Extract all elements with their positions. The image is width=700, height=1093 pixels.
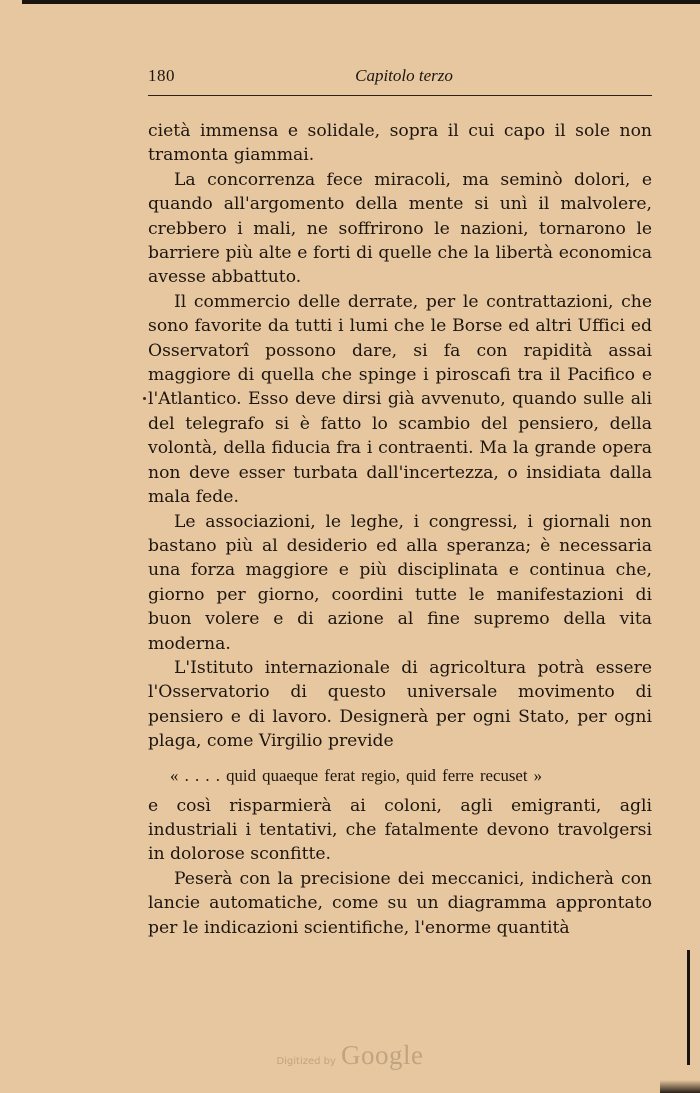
virgil-quote: « . . . . quid quaeque ferat regio, quid ferre recuset »	[170, 765, 543, 785]
paragraph: Le associazioni, le leghe, i congressi, i giornali non bastano più al desiderio ed alla speranza; è necessaria una forza maggiore e più disciplinata e continua che, giorno per giorno, coordini tutte le manifestazioni di buon volere e di azione al fine supremo della vita moderna.	[148, 511, 652, 654]
stray-ink-dot	[143, 397, 146, 400]
page-number: 180	[148, 66, 175, 85]
page-top-border	[22, 0, 700, 4]
header-rule	[148, 95, 652, 97]
body-text	[148, 119, 652, 940]
digitized-prefix: Digitized by	[276, 1056, 336, 1067]
page-edge-shadow	[660, 1080, 700, 1093]
digitized-watermark	[0, 1040, 700, 1071]
page-edge-mark	[687, 950, 690, 1065]
running-head	[148, 66, 652, 92]
paragraph: L'Istituto internazionale di agricoltura potrà essere l'Osservatorio di questo universale movimento di pensiero e di lavoro. Designerà per ogni Stato, per ogni plaga, come Virgilio previde	[148, 657, 652, 752]
paragraph-continued: cietà immensa e solidale, sopra il cui capo il sole non tramonta giammai.	[148, 121, 652, 166]
paragraph: La concorrenza fece miracoli, ma seminò dolori, e quando all'argomento della mente si unì il malvolere, crebbero i mali, ne soffrirono le nazioni, tornarono le barriere più alte e forti di quelle che la libertà economica avesse abbattuto.	[148, 169, 652, 288]
paragraph: Peserà con la precisione dei meccanici, indicherà con lancie automatiche, come su un diagramma approntato per le indicazioni scientifiche, l'enorme quantità	[148, 868, 652, 938]
paragraph-after-quote: e così risparmierà ai coloni, agli emigranti, agli industriali i tentativi, che fatalmente devono travolgersi in dolorose sconfitte.	[148, 795, 652, 865]
google-logo: Google	[341, 1040, 424, 1070]
paragraph: Il commercio delle derrate, per le contrattazioni, che sono favorite da tutti i lumi che le Borse ed altri Uffici ed Osservatorî possono dare, si fa con rapidità assai maggiore di quella che spinge i piroscafi tra il Pacifico e l'Atlantico. Esso deve dirsi già avvenuto, quando sulle ali del telegrafo si è fatto lo scambio del pensiero, della volontà, della fiducia fra i contraenti. Ma la grande opera non deve esser turbata dall'incertezza, o insidiata dalla mala fede.	[148, 291, 652, 508]
chapter-title: Capitolo terzo	[355, 66, 453, 85]
